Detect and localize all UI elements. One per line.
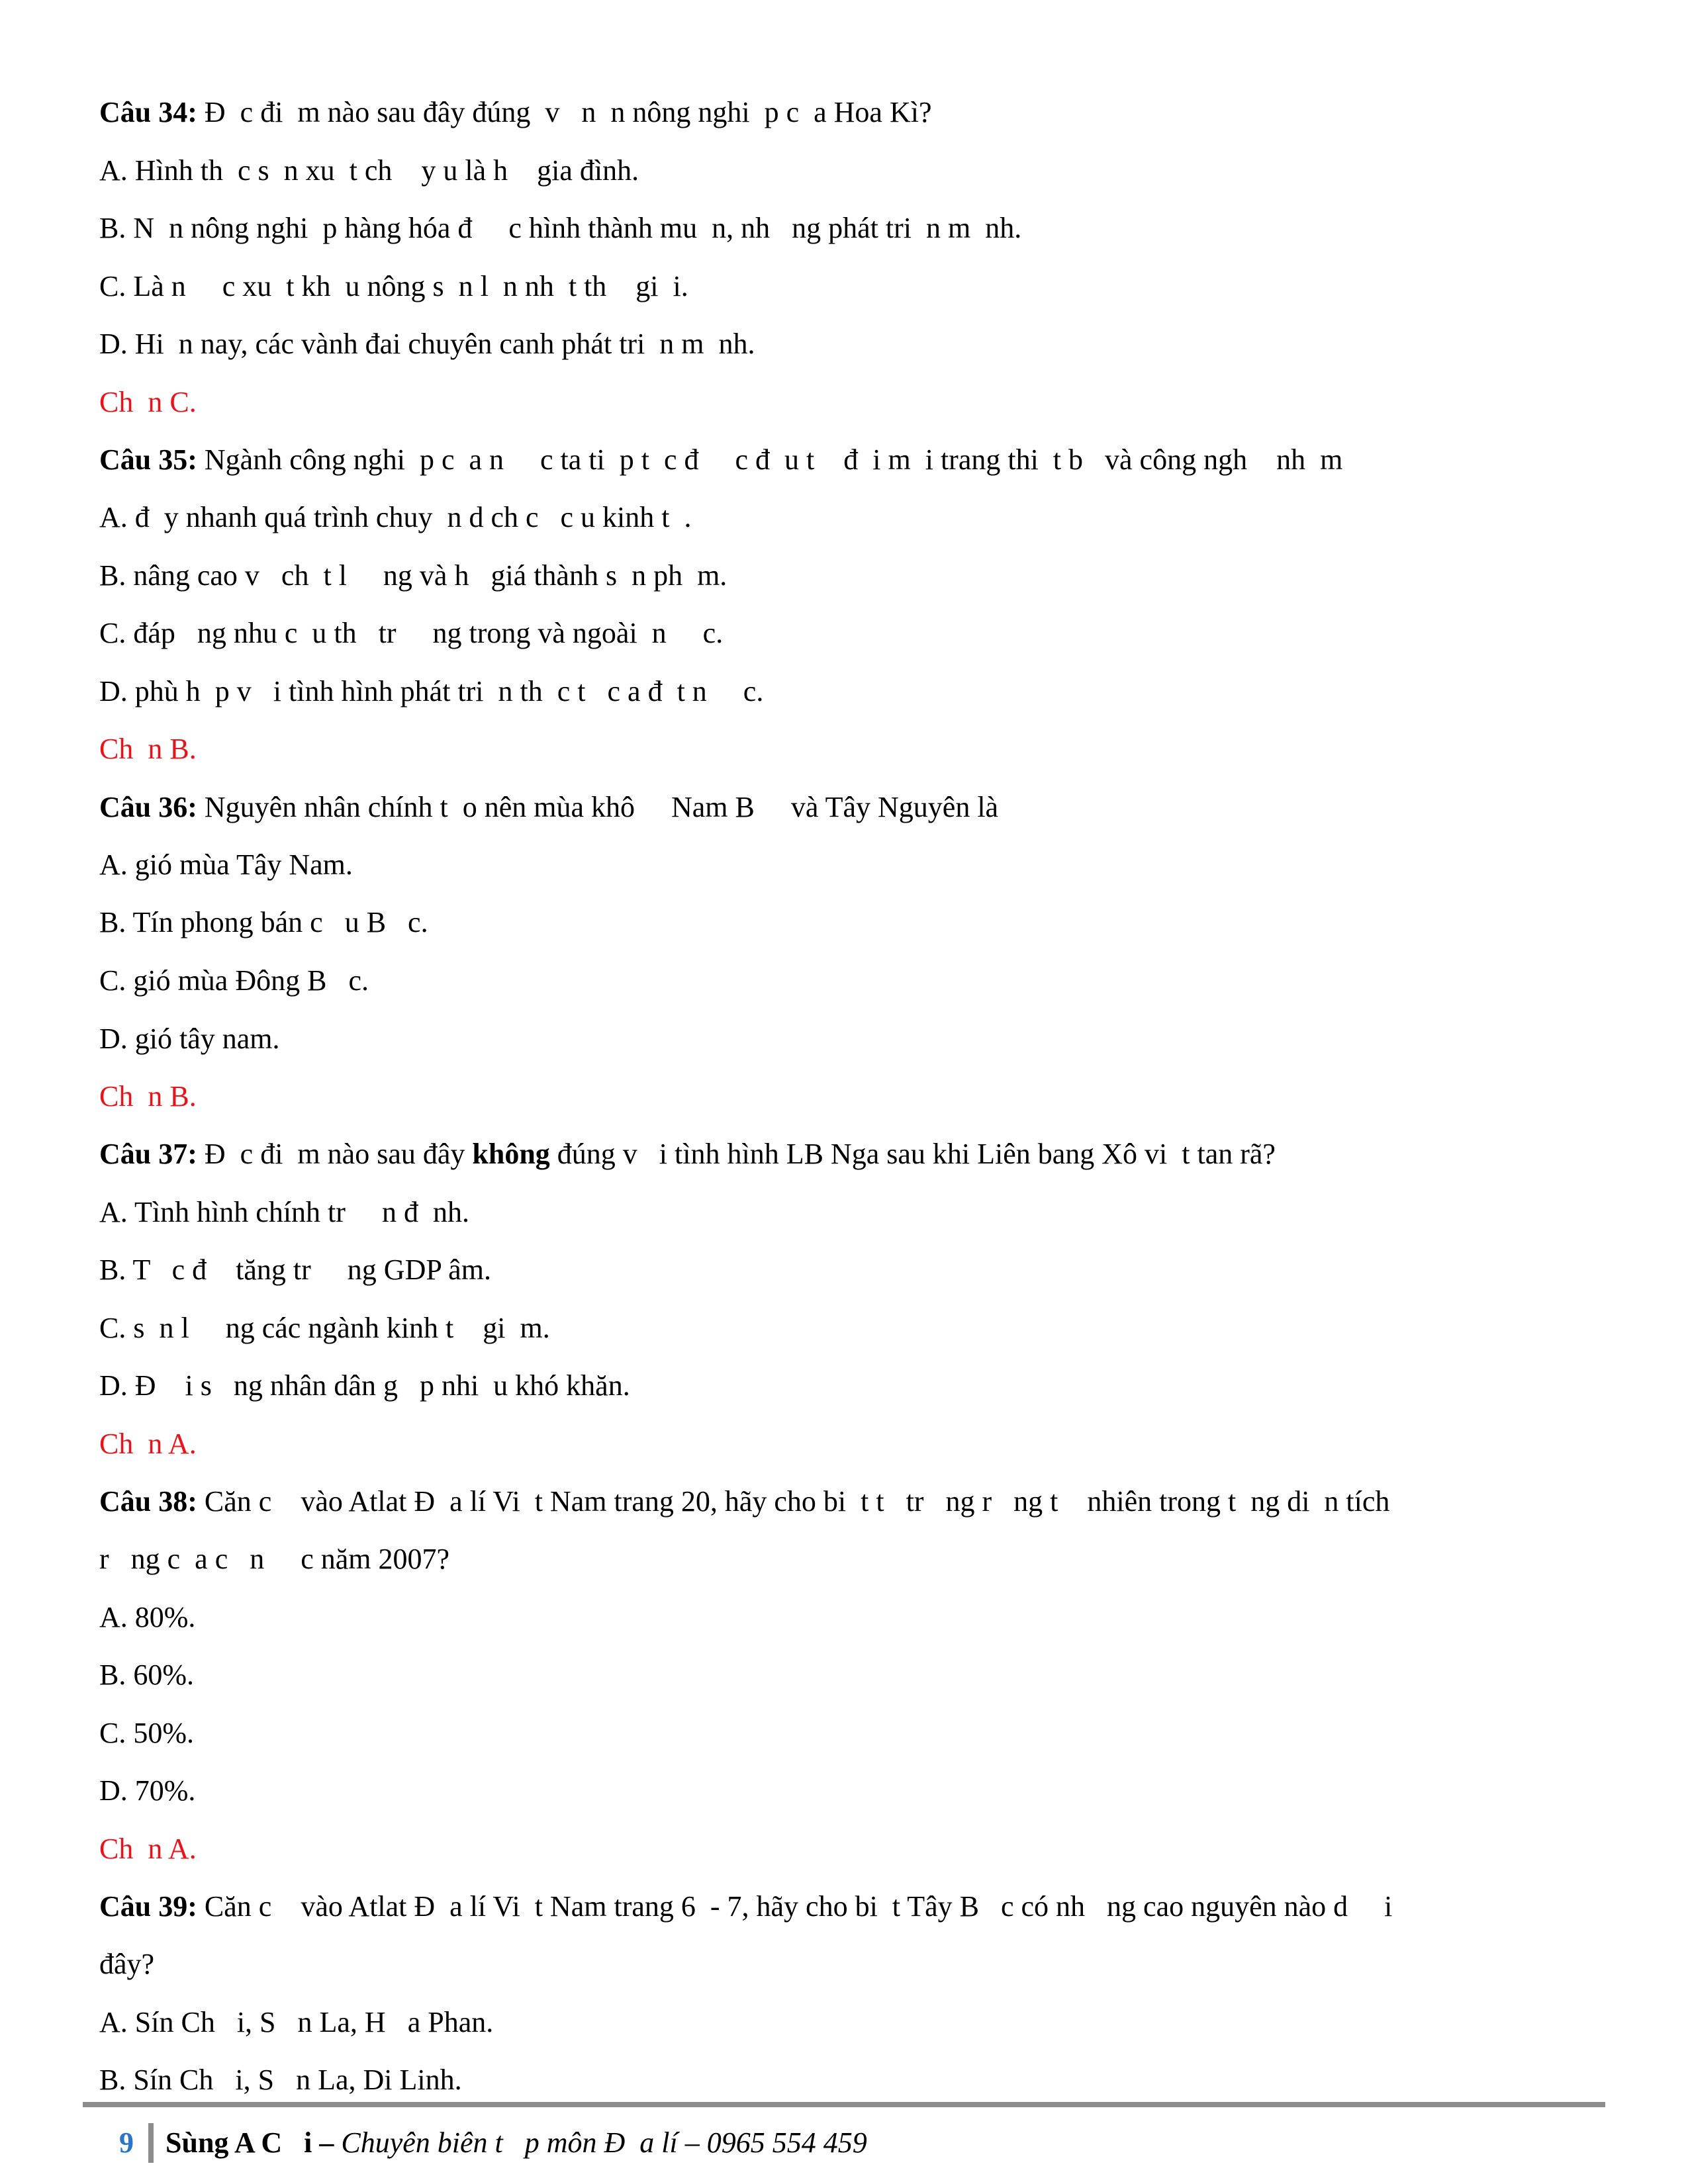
question-35-option-c: C. đáp ng nhu c u th tr ng trong và ngoài n c. [99, 617, 724, 649]
footer-subtitle: Chuyên biên t p môn Đ a lí – 0965 554 459 [334, 2126, 867, 2159]
page-footer [119, 2122, 867, 2164]
question-38-option-a: A. 80%. [99, 1601, 196, 1633]
question-39-text: Căn c vào Atlat Đ a lí Vi t Nam trang 6 - 7, hãy cho bi t Tây B c có nh ng cao nguyên nào d i [197, 1890, 1393, 1923]
question-36-option-c: C. gió mùa Đông B c. [99, 964, 369, 997]
question-36-text: Nguyên nhân chính t o nên mùa khô Nam B và Tây Nguyên là [197, 791, 999, 823]
question-36-option-d: D. gió tây nam. [99, 1023, 280, 1055]
question-35-answer: Ch n B. [99, 733, 197, 765]
question-39-stem-line2: đây? [99, 1948, 155, 1980]
question-39-label: Câu 39: [99, 1890, 197, 1923]
question-38-option-d: D. 70%. [99, 1774, 196, 1807]
question-37-text-pre: Đ c đi m nào sau đây [197, 1138, 473, 1170]
question-35-label: Câu 35: [99, 443, 197, 476]
question-37-option-b: B. T c đ tăng tr ng GDP âm. [99, 1253, 491, 1286]
question-34-option-b: B. N n nông nghi p hàng hóa đ c hình thành mu n, nh ng phát tri n m nh. [99, 212, 1022, 244]
question-36-label: Câu 36: [99, 791, 197, 823]
question-34-answer: Ch n C. [99, 386, 197, 418]
question-37-answer: Ch n A. [99, 1428, 197, 1460]
question-34-option-a: A. Hình th c s n xu t ch y u là h gia đình. [99, 154, 639, 187]
question-36-option-b: B. Tín phong bán c u B c. [99, 906, 428, 938]
question-38-option-c: C. 50%. [99, 1717, 194, 1749]
question-38-option-b: B. 60%. [99, 1659, 194, 1691]
question-37-emphasis: không [472, 1138, 550, 1170]
question-39-stem [99, 1887, 1392, 1927]
question-35-text: Ngành công nghi p c a n c ta ti p t c đ c đ u t đ i m i trang thi t b và công ngh nh m [197, 443, 1343, 476]
question-36-answer: Ch n B. [99, 1080, 197, 1113]
question-35-option-a: A. đ y nhanh quá trình chuy n d ch c c u kinh t . [99, 501, 692, 533]
question-34-option-d: D. Hi n nay, các vành đai chuyên canh phát tri n m nh. [99, 328, 755, 360]
question-39-option-b: B. Sín Ch i, S n La, Di Linh. [99, 2064, 462, 2096]
question-36-stem [99, 788, 998, 827]
question-38-label: Câu 38: [99, 1485, 197, 1518]
footer-author: Sùng A C i – [165, 2126, 334, 2159]
question-39-option-a: A. Sín Ch i, S n La, H a Phan. [99, 2006, 494, 2038]
footer-separator [148, 2123, 154, 2163]
question-38-answer: Ch n A. [99, 1833, 197, 1865]
question-37-option-a: A. Tình hình chính tr n đ nh. [99, 1196, 469, 1228]
question-34-option-c: C. Là n c xu t kh u nông s n l n nh t th gi i. [99, 270, 688, 302]
question-36-option-a: A. gió mùa Tây Nam. [99, 848, 353, 881]
page-number: 9 [119, 2126, 134, 2159]
question-38-stem [99, 1482, 1389, 1522]
question-34-label: Câu 34: [99, 96, 197, 128]
question-34-stem [99, 93, 932, 132]
question-37-option-d: D. Đ i s ng nhân dân g p nhi u khó khăn. [99, 1369, 630, 1402]
question-37-stem [99, 1134, 1276, 1174]
question-35-option-d: D. phù h p v i tình hình phát tri n th c t c a đ t n c. [99, 675, 764, 707]
question-38-stem-line2: r ng c a c n c năm 2007? [99, 1543, 450, 1575]
question-37-text-post: đúng v i tình hình LB Nga sau khi Liên bang Xô vi t tan rã? [549, 1138, 1276, 1170]
question-34-text: Đ c đi m nào sau đây đúng v n n nông nghi p c a Hoa Kì? [197, 96, 932, 128]
question-38-text: Căn c vào Atlat Đ a lí Vi t Nam trang 20, hãy cho bi t t tr ng r ng t nhiên trong t ng di n tích [197, 1485, 1390, 1518]
question-35-stem [99, 440, 1342, 480]
question-35-option-b: B. nâng cao v ch t l ng và h giá thành s n ph m. [99, 559, 727, 592]
question-37-label: Câu 37: [99, 1138, 197, 1170]
footer-divider [83, 2102, 1605, 2107]
question-37-option-c: C. s n l ng các ngành kinh t gi m. [99, 1312, 550, 1344]
